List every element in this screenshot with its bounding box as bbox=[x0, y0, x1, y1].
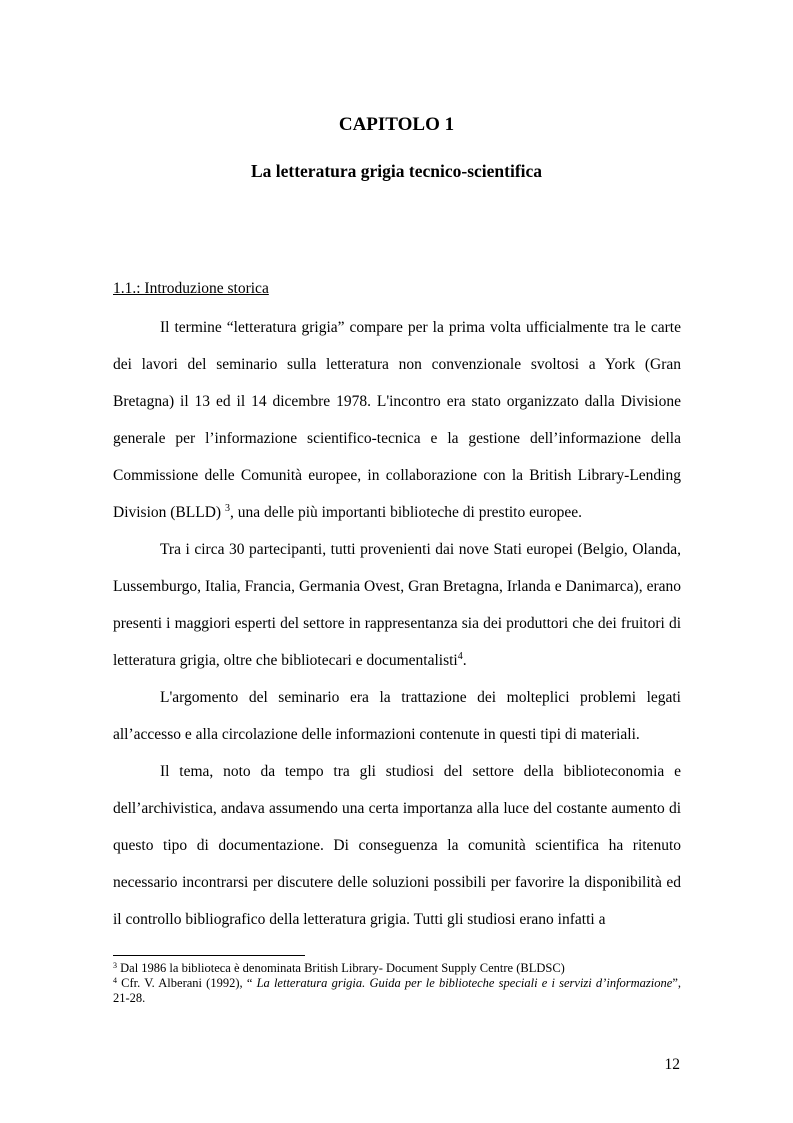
paragraph bbox=[113, 753, 681, 938]
footnote-book-title: La letteratura grigia. Guida per le biblioteche speciali e i servizi d’informazione bbox=[256, 976, 673, 990]
paragraph bbox=[113, 531, 681, 679]
footnote bbox=[113, 961, 681, 976]
paragraph-text: Tra i circa 30 partecipanti, tutti provenienti dai nove Stati europei (Belgio, Olanda, Lussemburgo, Italia, Francia, Germania Ovest, Gran Bretagna, Irlanda e Danimarca), erano presenti i maggiori esperti del settore in rappresentanza sia dei produttori che dei fruitori di letteratura grigia, oltre che bibliotecari e documentalisti bbox=[113, 541, 681, 669]
footnote-divider bbox=[113, 955, 305, 956]
footnote-text: Dal 1986 la biblioteca è denominata British Library- Document Supply Centre (BLDSC) bbox=[117, 961, 565, 975]
paragraph bbox=[113, 679, 681, 753]
paragraph-text: Il termine “letteratura grigia” compare per la prima volta ufficialmente tra le carte dei lavori del seminario sulla letteratura non convenzionale svoltosi a York (Gran Bretagna) il 13 ed il 14 dicembre 1978. L'incontro era stato organizzato dalla Divisione generale per l’informazione scientifico-tecnica e la gestione dell’informazione della Commissione delle Comunità europee, in collaborazione con la British Library-Lending Division (BLLD) bbox=[113, 319, 681, 521]
footnotes bbox=[113, 961, 681, 1006]
footnote-text: ”, 21-28. bbox=[113, 976, 682, 1005]
body-text bbox=[113, 309, 681, 938]
paragraph-text: Il tema, noto da tempo tra gli studiosi del settore della biblioteconomia e dell’archivistica, andava assumendo una certa importanza alla luce del costante aumento di questo tipo di documentazione. Di conseguenza la comunità scientifica ha ritenuto necessario incontrarsi per discutere delle soluzioni possibili per favorire la disponibilità ed il controllo bibliografico della letteratura grigia. Tutti gli studiosi erano infatti a bbox=[113, 763, 681, 928]
paragraph-text: , una delle più importanti biblioteche di prestito europee. bbox=[229, 504, 583, 521]
page-number: 12 bbox=[664, 1056, 680, 1073]
footnote-text: Cfr. V. Alberani (1992), “ bbox=[117, 976, 257, 990]
footnote-number: 4 bbox=[113, 976, 117, 985]
paragraph-text: . bbox=[462, 652, 467, 669]
footnote-number: 3 bbox=[113, 961, 117, 970]
section-heading: 1.1.: Introduzione storica bbox=[113, 280, 269, 297]
paragraph bbox=[113, 309, 681, 531]
footnote-ref[interactable]: 4 bbox=[457, 651, 463, 662]
paragraph-text: L'argomento del seminario era la trattazione dei molteplici problemi legati all’accesso e alla circolazione delle informazioni contenute in questi tipi di materiali. bbox=[113, 689, 681, 743]
footnote-ref[interactable]: 3 bbox=[224, 503, 230, 514]
footnote bbox=[113, 976, 681, 1006]
chapter-subtitle: La letteratura grigia tecnico-scientifica bbox=[250, 161, 543, 181]
chapter-title: CAPITOLO 1 bbox=[338, 114, 455, 135]
